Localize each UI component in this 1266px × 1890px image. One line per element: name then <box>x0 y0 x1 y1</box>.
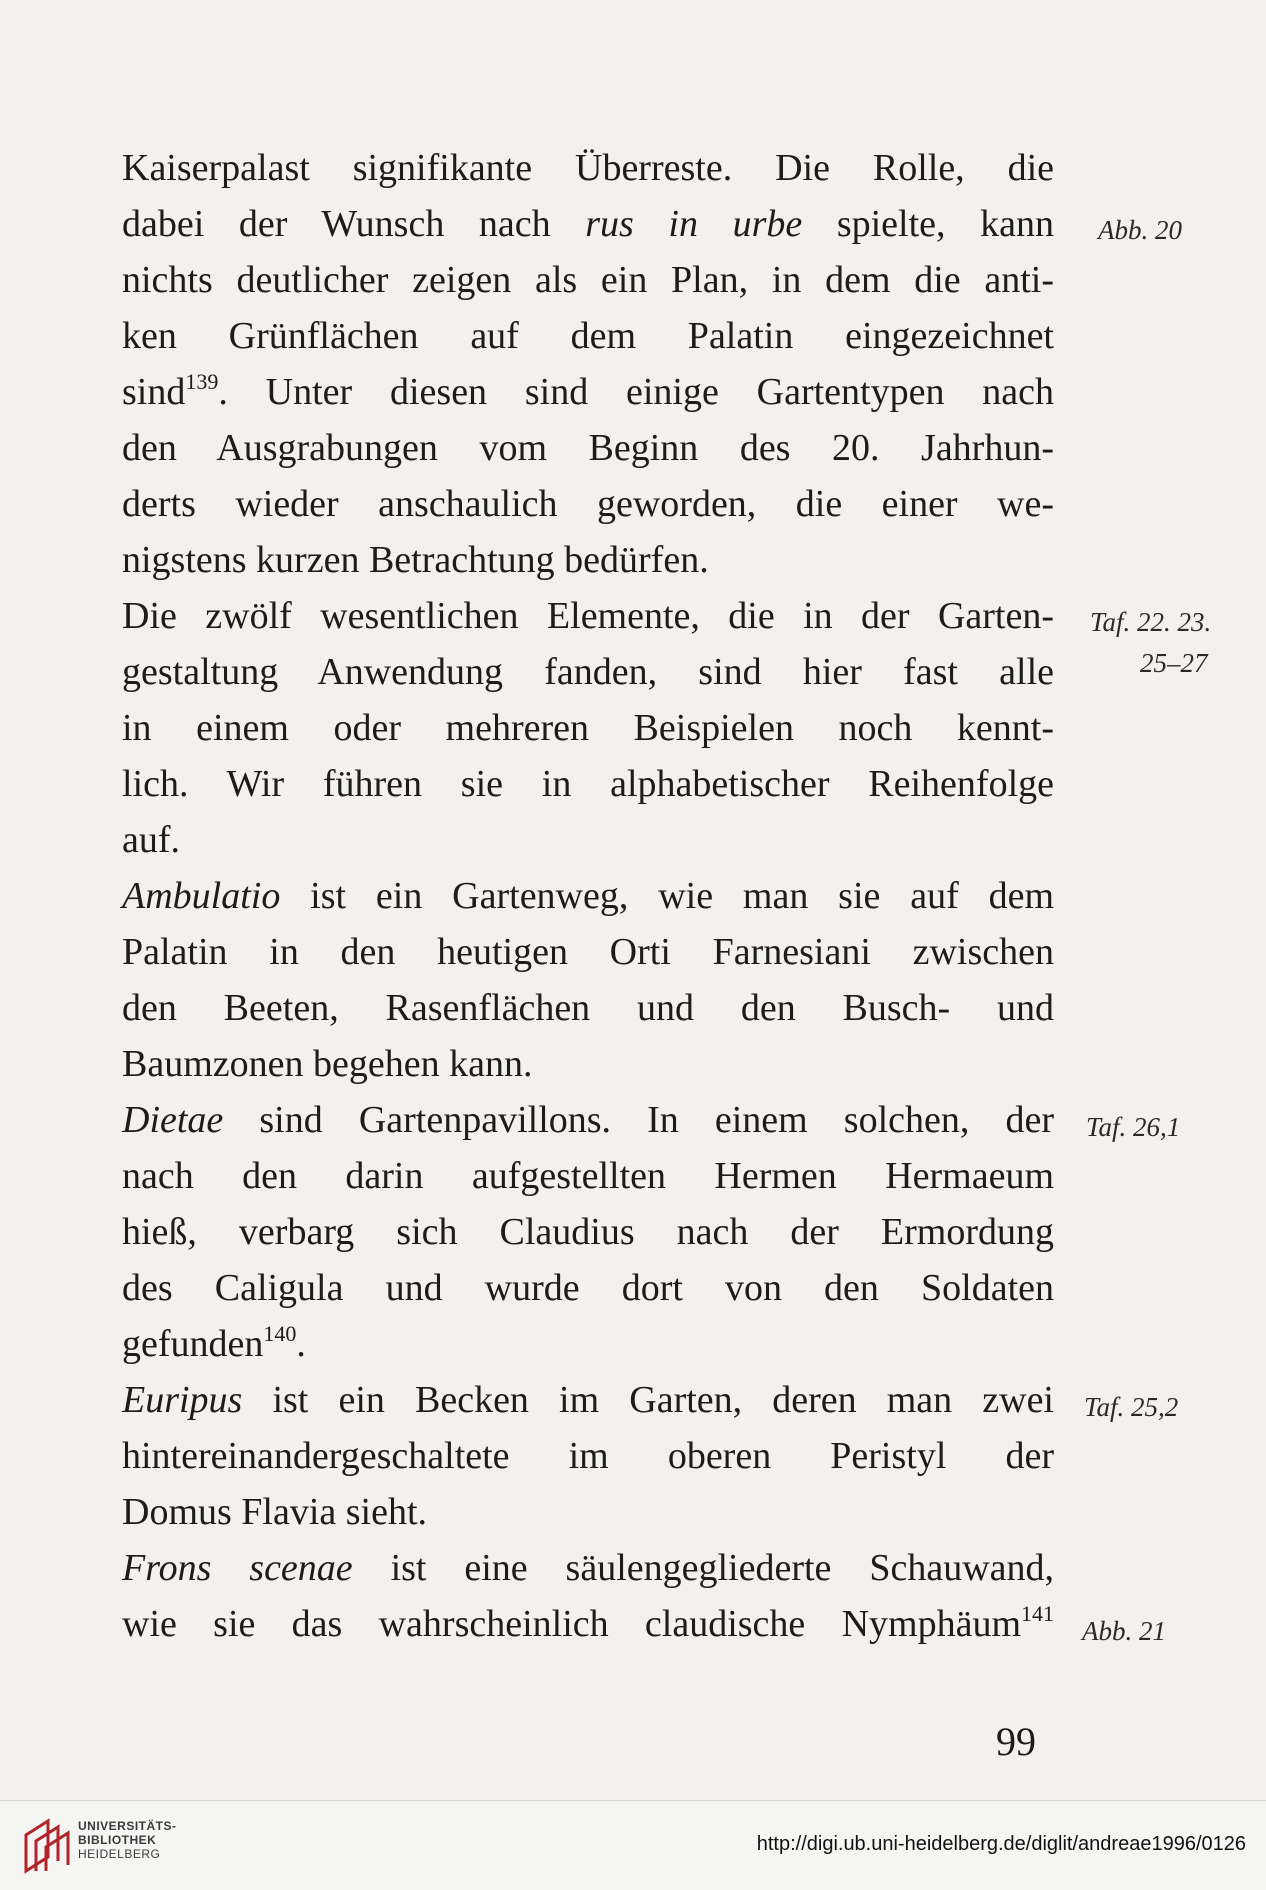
text-line: Frons scenae ist eine säulengegliederte Schauwand, <box>122 1547 1054 1589</box>
footer-bar <box>0 1800 1266 1890</box>
text-line: den Ausgrabungen vom Beginn des 20. Jahrhun- <box>122 427 1054 469</box>
text-line: Ambulatio ist ein Gartenweg, wie man sie auf dem <box>122 875 1054 917</box>
margin-note: Abb. 21 <box>1082 1616 1166 1646</box>
text-line: Die zwölf wesentlichen Elemente, die in der Garten- <box>122 595 1054 637</box>
margin-note: 25–27 <box>1140 648 1208 678</box>
text-line: Domus Flavia sieht. <box>122 1491 428 1533</box>
source-url-link[interactable]: http://digi.ub.uni-heidelberg.de/diglit/andreae1996/0126 <box>756 1833 1246 1855</box>
italic-term: Euripus <box>122 1379 243 1421</box>
library-name: UNIVERSITÄTS- BIBLIOTHEK HEIDELBERG <box>78 1819 177 1861</box>
text-line: gestaltung Anwendung fanden, sind hier fast alle <box>122 651 1054 693</box>
margin-note: Taf. 26,1 <box>1086 1112 1181 1142</box>
italic-term: Frons scenae <box>122 1547 353 1589</box>
italic-term: Ambulatio <box>122 875 281 917</box>
margin-note: Abb. 20 <box>1098 215 1182 245</box>
text-line: ken Grünflächen auf dem Palatin eingezeichnet <box>122 315 1054 357</box>
text-line: auf. <box>122 819 181 861</box>
italic-term: Dietae <box>122 1099 224 1141</box>
text-line: gefunden$^{140}$. <box>122 1321 306 1365</box>
footnote-ref: 140 <box>263 1321 297 1346</box>
margin-note: Taf. 25,2 <box>1084 1392 1179 1422</box>
italic-term: rus in urbe <box>585 203 803 245</box>
text-line: wie sie das wahrscheinlich claudische Nymphäum$^{141}$ <box>122 1601 1054 1645</box>
text-line: lich. Wir führen sie in alphabetischer Reihenfolge <box>122 763 1054 805</box>
text-line: nichts deutlicher zeigen als ein Plan, in dem die anti- <box>122 259 1054 301</box>
text-line: Baumzonen begehen kann. <box>122 1043 533 1085</box>
text-line: hintereinandergeschaltete im oberen Peristyl der <box>122 1435 1054 1477</box>
footnote-ref: 141 <box>1021 1601 1054 1626</box>
page-number: 99 <box>996 1719 1036 1764</box>
text-line: nach den darin aufgestellten Hermen Hermaeum <box>122 1155 1054 1197</box>
text-line: den Beeten, Rasenflächen und den Busch- und <box>122 987 1054 1029</box>
text-line: hieß, verbarg sich Claudius nach der Ermordung <box>122 1211 1054 1253</box>
text-line: Kaiserpalast signifikante Überreste. Die Rolle, die <box>122 147 1054 189</box>
text-line: derts wieder anschaulich geworden, die einer we- <box>122 483 1054 525</box>
text-line: dabei der Wunsch nach rus in urbe spielte, kann <box>122 203 1054 245</box>
footnote-ref: 139 <box>185 369 219 394</box>
library-logo-icon[interactable] <box>22 1815 72 1875</box>
text-line: in einem oder mehreren Beispielen noch kennt- <box>122 707 1054 749</box>
text-line: sind$^{139}$. Unter diesen sind einige Gartentypen nach <box>122 369 1054 413</box>
text-line: des Caligula und wurde dort von den Soldaten <box>122 1267 1054 1309</box>
text-line: nigstens kurzen Betrachtung bedürfen. <box>122 539 709 581</box>
text-line: Palatin in den heutigen Orti Farnesiani zwischen <box>122 931 1054 973</box>
text-line: Euripus ist ein Becken im Garten, deren man zwei <box>122 1379 1054 1421</box>
text-line: Dietae sind Gartenpavillons. In einem solchen, der <box>122 1099 1054 1141</box>
margin-note: Taf. 22. 23. <box>1090 607 1212 637</box>
